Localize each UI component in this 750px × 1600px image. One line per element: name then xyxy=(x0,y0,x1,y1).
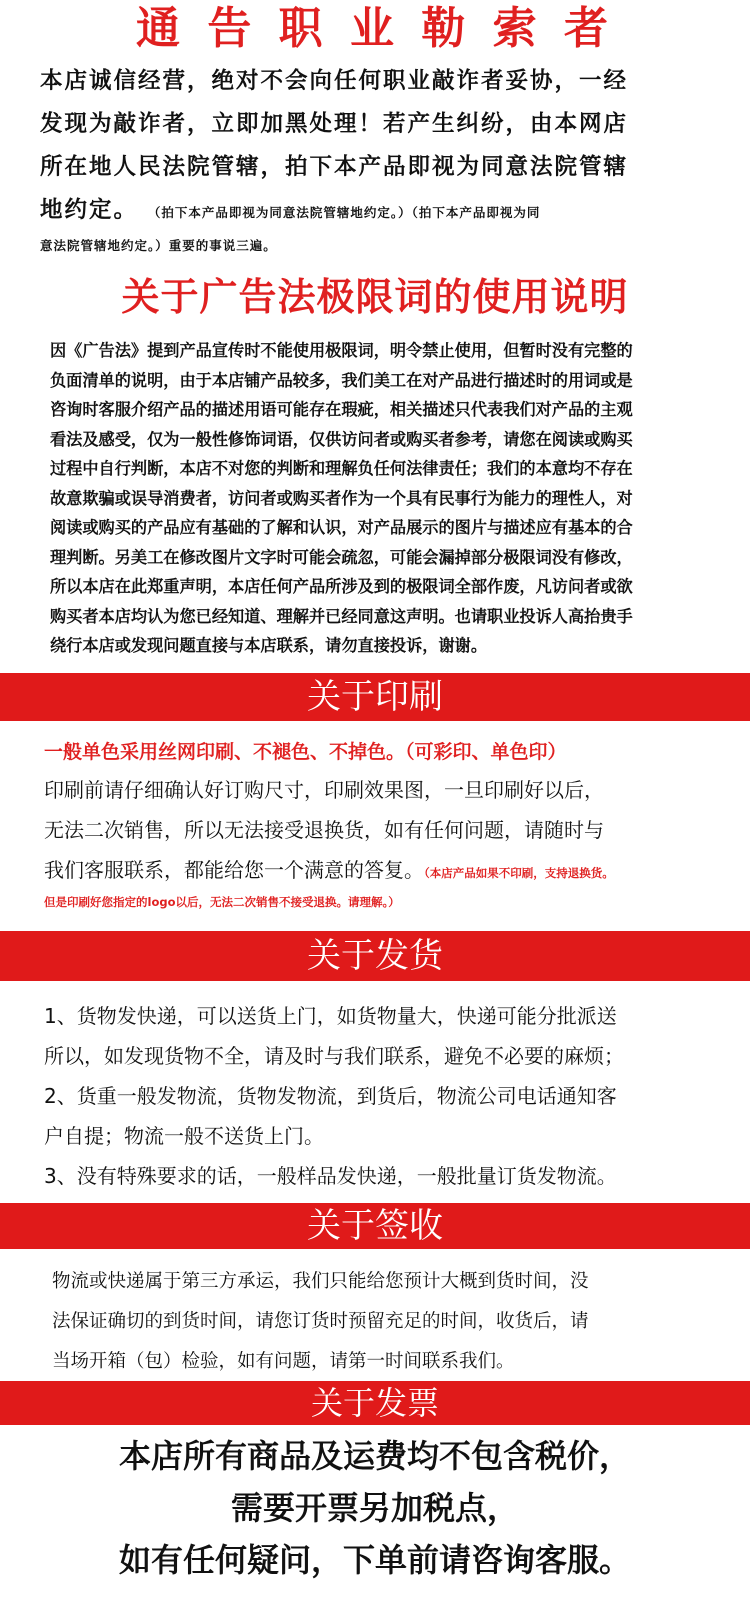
invoice-line: 本店所有商品及运费均不包含税价， xyxy=(118,1437,631,1475)
ad-law-line: 咨询时客服介绍产品的描述用语可能存在瑕疵，相关描述只代表我们对产品的主观 xyxy=(50,400,633,419)
invoice-body xyxy=(0,1430,750,1586)
notice-line: 本店诚信经营，绝对不会向任何职业敲诈者妥协，一经 xyxy=(40,68,629,94)
printing-line: 我们客服联系，都能给您一个满意的答复。 xyxy=(44,858,424,882)
notice-title: 通 告 职 业 勒 索 者 xyxy=(136,3,614,54)
invoice-header-bar: 关于发票 xyxy=(0,1381,750,1425)
ad-law-line: 故意欺骗或误导消费者，访问者或购买者作为一个具有民事行为能力的理性人，对 xyxy=(50,488,633,508)
shipping-line: 2、货重一般发物流，货物发物流，到货后，物流公司电话通知客 xyxy=(44,1084,617,1108)
printing-header-bar: 关于印刷 xyxy=(0,673,750,721)
ad-law-line: 因《广告法》提到产品宣传时不能使用极限词，明令禁止使用，但暂时没有完整的 xyxy=(50,341,633,360)
ad-law-line: 理判断。另美工在修改图片文字时可能会疏忽，可能会漏掉部分极限词没有修改， xyxy=(50,547,633,567)
receipt-line: 当场开箱（包）检验，如有问题，请第一时间联系我们。 xyxy=(52,1351,515,1372)
printing-body xyxy=(44,770,734,893)
receipt-line: 物流或快递属于第三方承运，我们只能给您预计大概到货时间，没 xyxy=(52,1271,589,1292)
printing-line: 无法二次销售，所以无法接受退换货，如有任何问题，请随时与 xyxy=(44,818,604,842)
receipt-header-bar: 关于签收 xyxy=(0,1203,750,1249)
printing-red-line: 一般单色采用丝网印刷、不褪色、不掉色。（可彩印、单色印） xyxy=(44,741,567,763)
notice-small-text: （拍下本产品即视为同意法院管辖地约定。）（拍下本产品即视为同 xyxy=(147,205,541,220)
printing-note: （本店产品如果不印刷，支持退换货。 xyxy=(424,866,614,880)
invoice-line: 需要开票另加税点， xyxy=(230,1489,519,1527)
ad-law-title: 关于广告法极限词的使用说明 xyxy=(121,275,629,319)
ad-law-body xyxy=(50,336,710,661)
receipt-body xyxy=(52,1262,732,1382)
ad-law-line: 看法及感受，仅为一般性修饰词语，仅供访问者或购买者参考，请您在阅读或购买 xyxy=(50,429,633,449)
shipping-header-bar: 关于发货 xyxy=(0,931,750,981)
ad-law-line: 购买者本店均认为您已经知道、理解并已经同意这声明。也请职业投诉人高抬贵手 xyxy=(50,606,633,626)
notice-line: 所在地人民法院管辖，拍下本产品即视为同意法院管辖 xyxy=(40,154,629,180)
shipping-body xyxy=(44,996,734,1196)
shipping-line: 3、没有特殊要求的话，一般样品发快递，一般批量订货发物流。 xyxy=(44,1164,617,1188)
notice-body xyxy=(40,60,720,258)
shipping-line: 1、货物发快递，可以送货上门，如货物量大，快递可能分批派送 xyxy=(44,1004,617,1028)
notice-line: 地约定。 xyxy=(40,197,139,223)
ad-law-line: 所以本店在此郑重声明，本店任何产品所涉及到的极限词全部作废，凡访问者或欲 xyxy=(50,577,633,596)
invoice-line: 如有任何疑问，下单前请咨询客服。 xyxy=(118,1541,631,1579)
ad-law-line: 负面清单的说明，由于本店铺产品较多，我们美工在对产品进行描述时的用词或是 xyxy=(50,370,633,390)
ad-law-line: 绕行本店或发现问题直接与本店联系，请勿直接投诉，谢谢。 xyxy=(50,636,488,655)
shipping-line: 户自提；物流一般不送货上门。 xyxy=(44,1124,324,1148)
printing-note-line2: 但是印刷好您指定的logo以后，无法二次销售不接受退换。请理解。） xyxy=(44,895,400,909)
notice-line: 发现为敲诈者，立即加黑处理！若产生纠纷，由本网店 xyxy=(40,111,629,137)
shipping-line: 所以，如发现货物不全，请及时与我们联系，避免不必要的麻烦； xyxy=(44,1044,624,1068)
printing-line: 印刷前请仔细确认好订购尺寸，印刷效果图，一旦印刷好以后， xyxy=(44,778,604,802)
ad-law-line: 过程中自行判断，本店不对您的判断和理解负任何法律责任；我们的本意均不存在 xyxy=(50,459,633,478)
receipt-line: 法保证确切的到货时间，请您订货时预留充足的时间，收货后，请 xyxy=(52,1311,589,1332)
notice-small-text: 意法院管辖地约定。）重要的事说三遍。 xyxy=(40,238,277,253)
ad-law-line: 阅读或购买的产品应有基础的了解和认识，对产品展示的图片与描述应有基本的合 xyxy=(50,518,633,537)
